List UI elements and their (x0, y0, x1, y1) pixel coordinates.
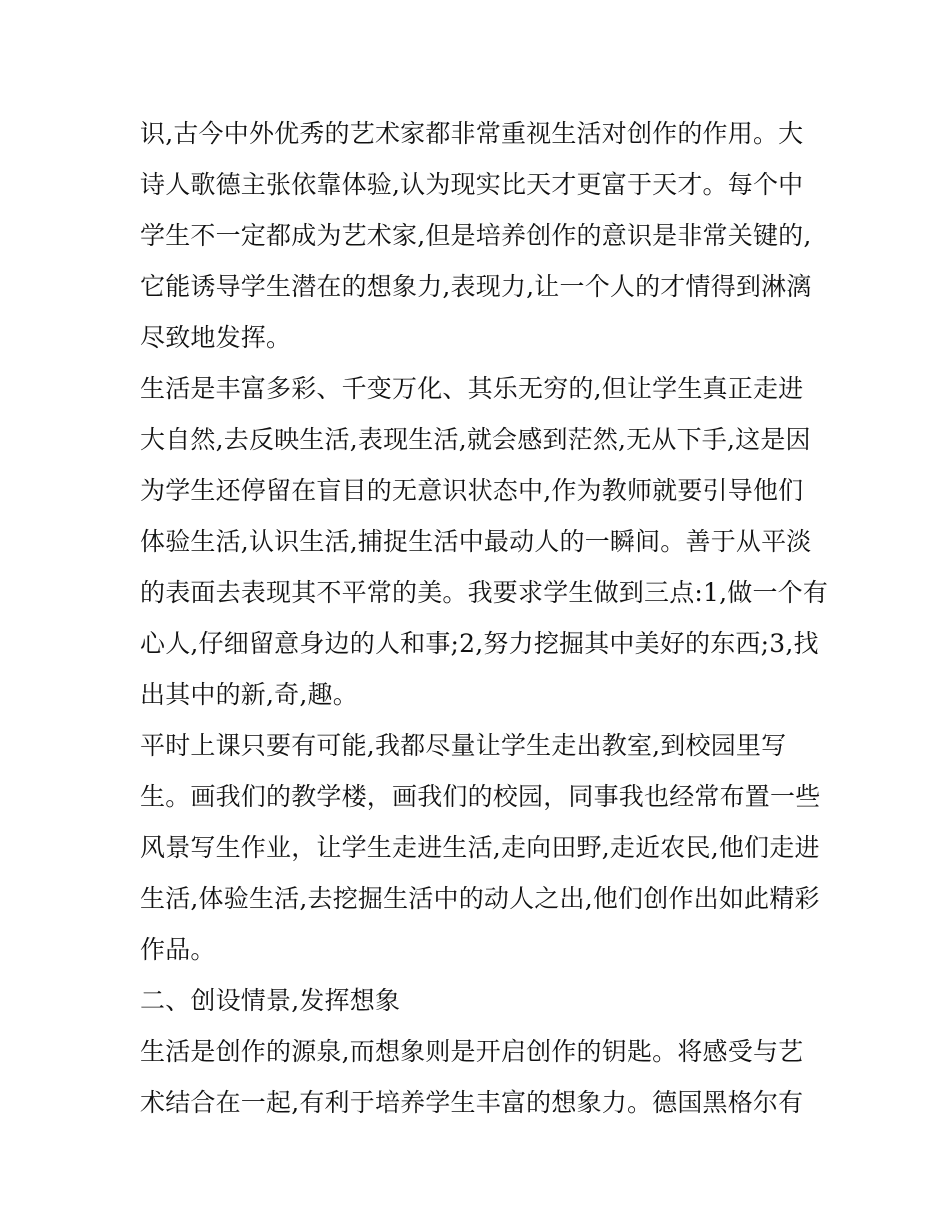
text-line: 大自然,去反映生活,表现生活,就会感到茫然,无从下手,这是因 (140, 425, 811, 454)
text-line: 心人,仔细留意身边的人和事;2,努力挖掘其中美好的东西;3,找 (140, 629, 819, 658)
text-line: 生。画我们的教学楼，画我们的校园，同事我也经常布置一些 (140, 782, 821, 811)
text-line: 学生不一定都成为艺术家,但是培养创作的意识是非常关键的, (140, 221, 812, 250)
text-line: 尽致地发挥。 (140, 323, 292, 352)
text-line: 平时上课只要有可能,我都尽量让学生走出教室,到校园里写 (140, 731, 787, 760)
text-line: 出其中的新,奇,趣。 (140, 680, 358, 709)
text-line: 生活,体验生活,去挖掘生活中的动人之出,他们创作出如此精彩 (140, 884, 820, 913)
text-line: 识,古今中外优秀的艺术家都非常重视生活对创作的作用。大 (140, 119, 804, 148)
text-line: 生活是创作的源泉,而想象则是开启创作的钥匙。将感受与艺 (140, 1037, 804, 1066)
text-line: 为学生还停留在盲目的无意识状态中,作为教师就要引导他们 (140, 476, 804, 505)
text-line: 的表面去表现其不平常的美。我要求学生做到三点:1,做一个有 (140, 578, 829, 607)
document-text (140, 108, 830, 1128)
text-line: 风景写生作业，让学生走进生活,走向田野,走近农民,他们走进 (140, 833, 820, 862)
text-line: 作品。 (140, 935, 216, 964)
text-line: 术结合在一起,有利于培养学生丰富的想象力。德国黑格尔有 (140, 1088, 804, 1117)
text-line: 生活是丰富多彩、千变万化、其乐无穷的,但让学生真正走进 (140, 374, 804, 403)
text-line: 体验生活,认识生活,捕捉生活中最动人的一瞬间。善于从平淡 (140, 527, 812, 556)
text-line: 它能诱导学生潜在的想象力,表现力,让一个人的才情得到淋漓 (140, 272, 812, 301)
section-heading: 二、创设情景,发挥想象 (140, 986, 401, 1015)
text-line: 诗人歌德主张依靠体验,认为现实比天才更富于天才。每个中 (140, 170, 804, 199)
